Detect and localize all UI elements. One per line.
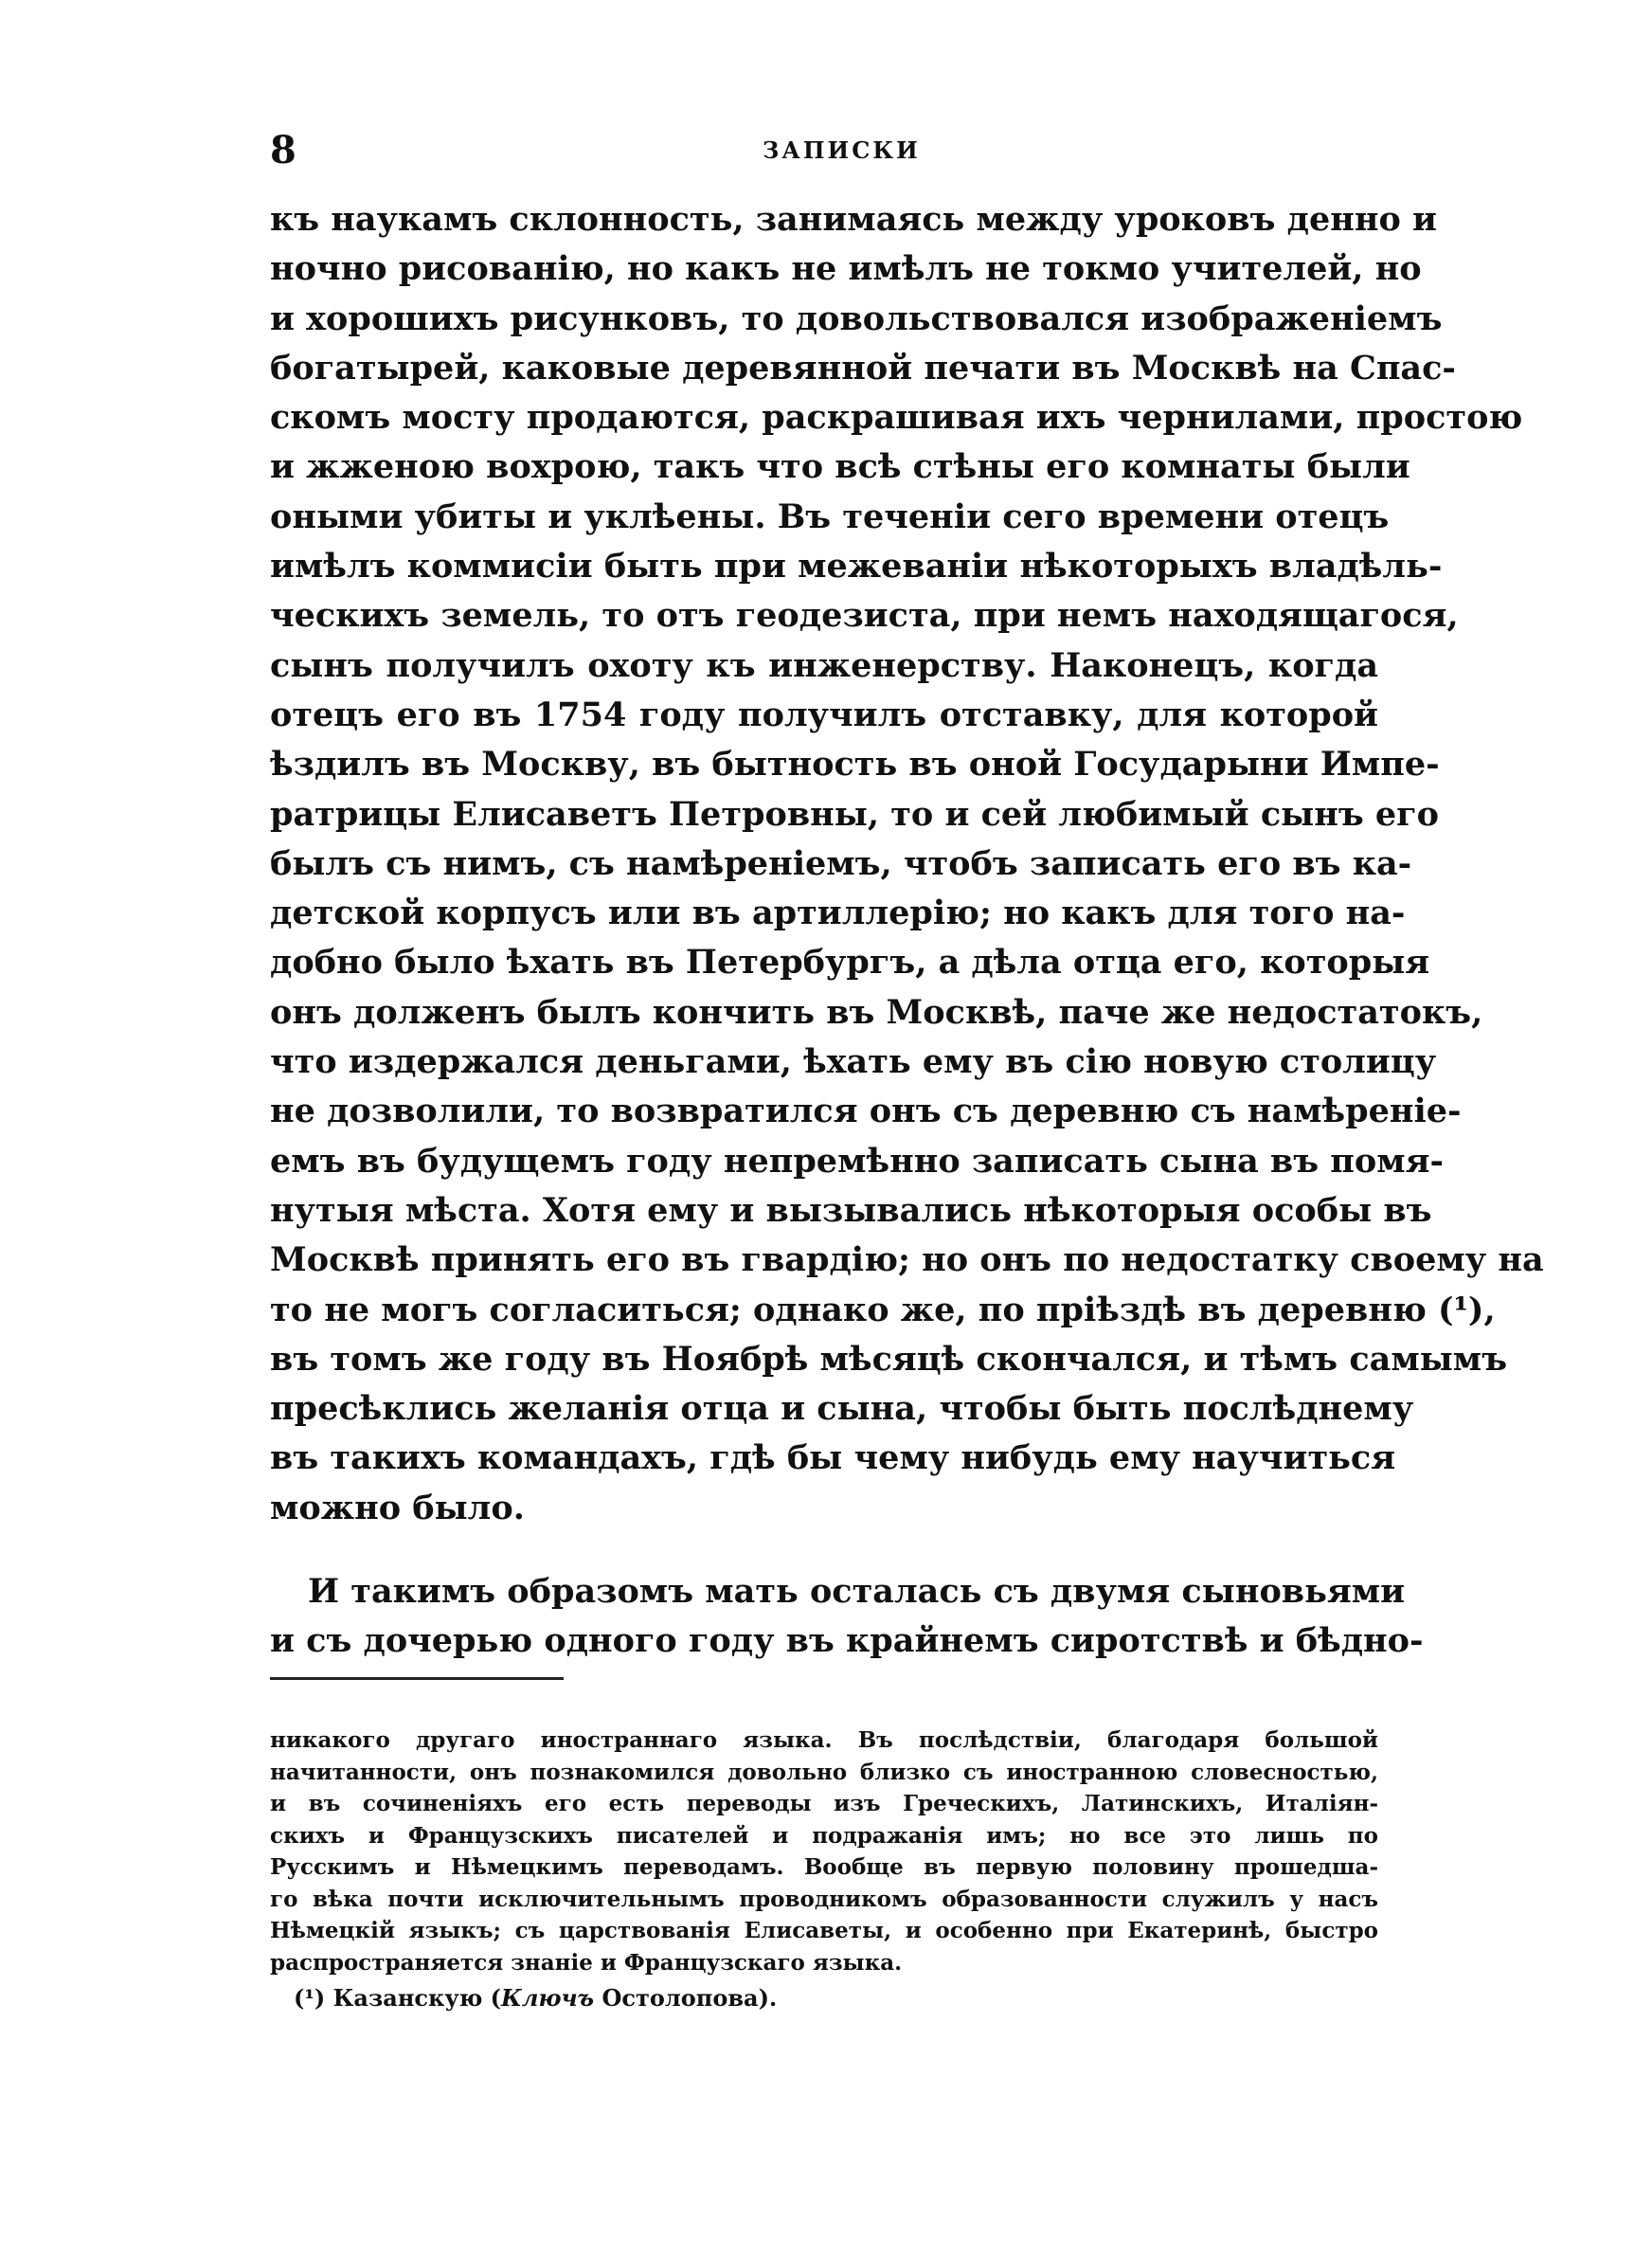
- text-line: скомъ мосту продаются, раскрашивая ихъ чернилами, простою: [270, 398, 1523, 438]
- text-line: и жженою вохрою, такъ что всѣ стѣны его комнаты были: [270, 447, 1410, 487]
- text-line: что издержался деньгами, ѣхать ему въ сію новую столицу: [270, 1042, 1437, 1082]
- footnote-line: начитанности, онъ познакомился довольно близко съ иностранною словесностью,: [270, 1759, 1378, 1785]
- text-line: можно было.: [270, 1488, 525, 1527]
- footnote-line: и въ сочиненіяхъ его есть переводы изъ Греческихъ, Латинскихъ, Италіян-: [270, 1791, 1378, 1816]
- text-line: сынъ получилъ охоту къ инженерству. Наконецъ, когда: [270, 645, 1378, 685]
- page-header: [270, 128, 1378, 185]
- text-line: онъ долженъ былъ кончить въ Москвѣ, паче же недостатокъ,: [270, 992, 1483, 1032]
- text-line: въ томъ же году въ Ноябрѣ мѣсяцѣ скончался, и тѣмъ самымъ: [270, 1339, 1508, 1379]
- text-line: былъ съ нимъ, съ намѣреніемъ, чтобъ записать его въ ка-: [270, 843, 1412, 883]
- text-line: емъ въ будущемъ году непремѣнно записать сына въ помя-: [270, 1141, 1445, 1181]
- text-line: ратрицы Елисаветъ Петровны, то и сей любимый сынъ его: [270, 794, 1439, 834]
- footnote-separator: [270, 1677, 564, 1680]
- text-line: и хорошихъ рисунковъ, то довольствовался изображеніемъ: [270, 298, 1443, 338]
- footnote-marker: (¹): [294, 1984, 326, 2012]
- footnote-text: Казанскую (: [332, 1984, 502, 2012]
- footnote-text-end: Остолопова).: [594, 1984, 778, 2012]
- text-line: оными убиты и уклѣены. Въ теченіи сего времени отецъ: [270, 497, 1390, 536]
- footnote-continued: [270, 1724, 1378, 1978]
- text-line: отецъ его въ 1754 году получилъ отставку, для которой: [270, 695, 1378, 734]
- paragraph-gap: [270, 1533, 1378, 1567]
- page-number: 8: [270, 128, 296, 172]
- footnote-line: никакого другаго иностраннаго языка. Въ послѣдствіи, благодаря большой: [270, 1727, 1378, 1753]
- running-head: ЗАПИСКИ: [763, 136, 921, 164]
- text-line: И такимъ образомъ мать осталась съ двумя сыновьями: [308, 1572, 1406, 1612]
- footnote-italic-text: Ключъ: [501, 1984, 595, 2012]
- text-line: детской корпусъ или въ артиллерію; но какъ для того на-: [270, 894, 1406, 933]
- paragraph-2: [270, 1567, 1424, 1667]
- footnote-line: скихъ и Французскихъ писателей и подражанія имъ; но все это лишь по: [270, 1822, 1378, 1849]
- text-line: пресѣклись желанія отца и сына, чтобы быть послѣднему: [270, 1389, 1414, 1429]
- footnote-line: Русскимъ и Нѣмецкимъ переводамъ. Вообще въ первую половину прошедша-: [270, 1854, 1378, 1880]
- main-text: [270, 195, 1544, 1667]
- text-line: ѣздилъ въ Москву, въ бытность въ оной Государыни Импе-: [270, 745, 1440, 785]
- text-line: не дозволили, то возвратился онъ съ деревню съ намѣреніе-: [270, 1092, 1462, 1131]
- text-line: и съ дочерью одного году въ крайнемъ сиротствѣ и бѣдно-: [270, 1621, 1424, 1661]
- text-line: богатырей, каковые деревянной печати въ Москвѣ на Спас-: [270, 348, 1456, 388]
- paragraph-1: [270, 195, 1544, 1533]
- footnotes: [270, 1724, 1378, 2014]
- text-line: имѣлъ коммисіи быть при межеваніи нѣкоторыхъ владѣль-: [270, 547, 1443, 587]
- text-line: къ наукамъ склонность, занимаясь между уроковъ денно и: [270, 200, 1437, 239]
- text-line: въ такихъ командахъ, гдѣ бы чему нибудь ему научиться: [270, 1438, 1396, 1478]
- text-line: нутыя мѣста. Хотя ему и вызывались нѣкоторыя особы въ: [270, 1190, 1432, 1230]
- text-line: то не могъ согласиться; однако же, по пріѣздѣ въ деревню (¹),: [270, 1290, 1496, 1329]
- text-line: ночно рисованію, но какъ не имѣлъ не токмо учителей, но: [270, 249, 1422, 289]
- text-line: Москвѣ принять его въ гвардію; но онъ по недостатку своему на: [270, 1240, 1544, 1280]
- footnote-line: распространяется знаніе и Французскаго языка.: [270, 1949, 903, 1976]
- footnote-1: [270, 1982, 1378, 2014]
- text-line: добно было ѣхать въ Петербургъ, а дѣла отца его, которыя: [270, 943, 1430, 983]
- footnote-line: го вѣка почти исключительнымъ проводникомъ образованности служилъ у насъ: [270, 1886, 1378, 1912]
- text-line: ческихъ земель, то отъ геодезиста, при немъ находящагося,: [270, 596, 1459, 636]
- footnote-line: Нѣмецкій языкъ; съ царствованія Елисаветы, и особенно при Екатеринѣ, быстро: [270, 1918, 1378, 1943]
